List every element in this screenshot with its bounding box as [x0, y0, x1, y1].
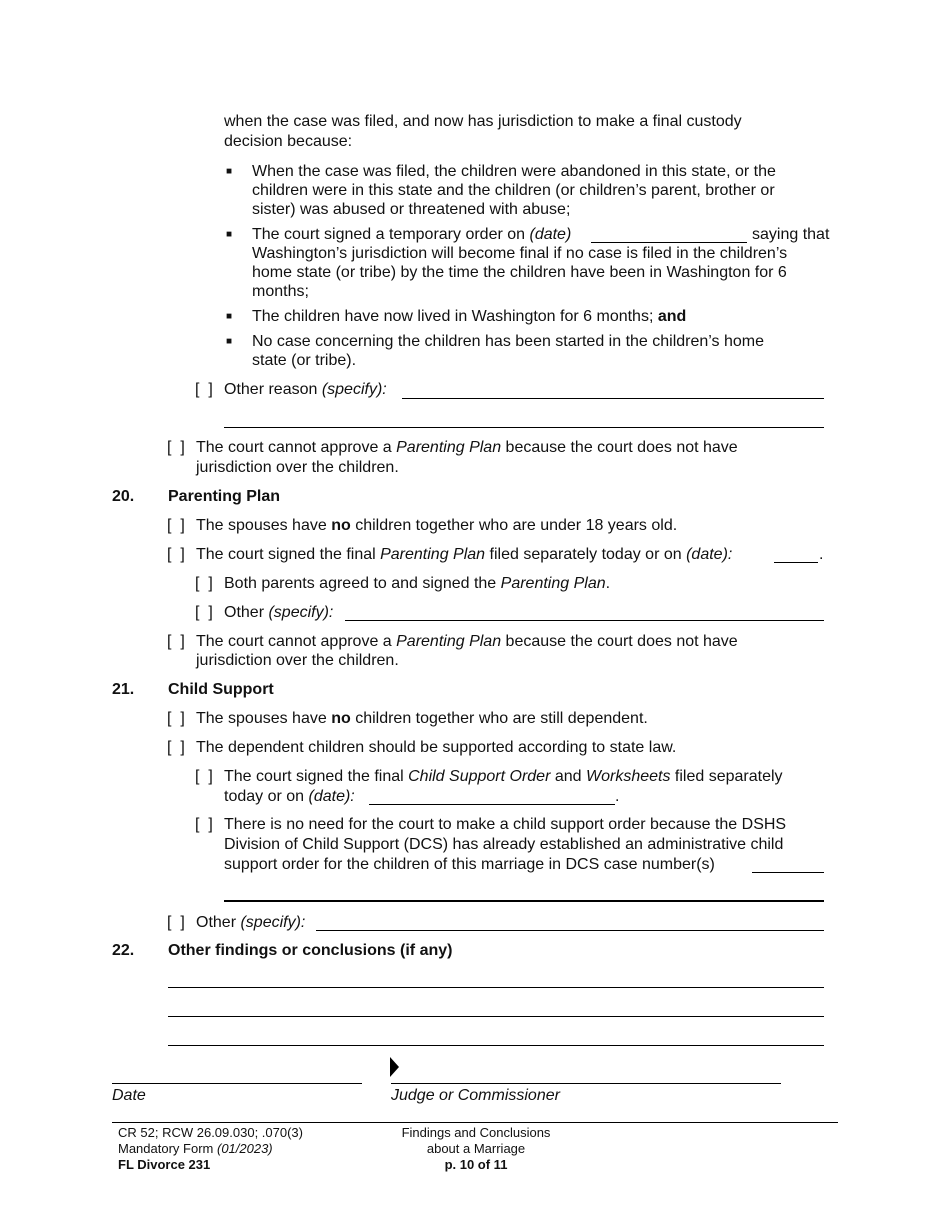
state-law-support-checkbox[interactable]: [ ]	[167, 739, 185, 756]
child-support-order-line-2	[224, 787, 355, 807]
plan-other-label	[224, 603, 333, 623]
bullet-3-and: and	[657, 308, 687, 325]
no-jurisdiction-2-line-2: jurisdiction over the children.	[196, 652, 399, 669]
intro-line-2: decision because:	[224, 133, 353, 150]
text: because the court does not have	[501, 633, 738, 650]
footer-form-id: FL Divorce 231	[118, 1157, 211, 1172]
no-children-under-18	[196, 516, 677, 536]
other-findings-field-2[interactable]	[168, 1016, 824, 1017]
text: .	[605, 575, 611, 592]
text: The spouses have	[196, 517, 332, 534]
final-parenting-plan-text	[196, 545, 732, 565]
section-21-number: 21.	[112, 681, 135, 698]
form-date: (01/2023)	[216, 1141, 273, 1156]
bullet-2-line-3: home state (or tribe) by the time the children have been in Washington for 6	[252, 264, 787, 281]
section-21-title: Child Support	[168, 681, 274, 698]
dcs-order-checkbox[interactable]: [ ]	[195, 816, 213, 833]
parenting-plan-term: Parenting Plan	[396, 439, 502, 456]
bullet-2-line-2: Washington’s jurisdiction will become final if no case is filed in the children’s	[252, 245, 788, 262]
text: because the court does not have	[501, 439, 738, 456]
plan-other-field[interactable]	[345, 620, 824, 621]
footer-left-line-1: CR 52; RCW 26.09.030; .070(3)	[118, 1125, 303, 1140]
bullet-4-line-1: No case concerning the children has been started in the children’s home	[252, 333, 765, 350]
bullet-2-line-1	[252, 225, 571, 245]
text: children together who are still dependent.	[350, 710, 648, 727]
bullet-marker: ■	[226, 166, 233, 177]
other-reason-field-2[interactable]	[224, 427, 824, 428]
judge-signature-line[interactable]	[391, 1083, 781, 1084]
no-emphasis: no	[331, 517, 351, 534]
date-label: (date):	[308, 788, 355, 805]
no-dependent-children-checkbox[interactable]: [ ]	[167, 710, 185, 727]
no-jurisdiction-2-checkbox[interactable]: [ ]	[167, 633, 185, 650]
date-label-text: Date	[112, 1087, 146, 1104]
parenting-plan-term: Parenting Plan	[500, 575, 606, 592]
dcs-order-line-1: There is no need for the court to make a child support order because the DSHS	[224, 816, 787, 833]
plan-other-checkbox[interactable]: [ ]	[195, 604, 213, 621]
temporary-order-date-field[interactable]	[591, 242, 747, 243]
date-signature-line[interactable]	[112, 1083, 362, 1084]
judge-label-text: Judge or Commissioner	[391, 1087, 560, 1104]
text: The court cannot approve a	[196, 633, 397, 650]
both-agreed-checkbox[interactable]: [ ]	[195, 575, 213, 592]
bullet-4-line-2: state (or tribe).	[252, 352, 357, 369]
no-children-checkbox[interactable]: [ ]	[167, 517, 185, 534]
dcs-case-number-field[interactable]	[752, 872, 824, 873]
footer-left-line-2	[118, 1141, 273, 1157]
both-agreed-text	[224, 574, 610, 594]
other-reason-text: Other reason	[224, 381, 322, 398]
bullet-1-line-3: sister) was abused or threatened with abuse;	[252, 201, 571, 218]
no-jurisdiction-line-1	[196, 438, 738, 458]
text: filed separately today or on	[485, 546, 687, 563]
bullet-2-line-4: months;	[252, 283, 309, 300]
no-emphasis: no	[331, 710, 351, 727]
signature-arrow-icon	[390, 1057, 400, 1077]
other-reason-checkbox[interactable]: [ ]	[195, 381, 213, 398]
text: The court signed the final	[196, 546, 381, 563]
bullet-1-line-2: children were in this state and the children (or children’s parent, brother or	[252, 182, 775, 199]
bullet-marker: ■	[226, 311, 233, 322]
bullet-1-line-1: When the case was filed, the children were abandoned in this state, or the	[252, 163, 776, 180]
support-other-field[interactable]	[316, 930, 824, 931]
bullet-marker: ■	[226, 336, 233, 347]
text: The spouses have	[196, 710, 332, 727]
final-parenting-plan-checkbox[interactable]: [ ]	[167, 546, 185, 563]
date-label: (date)	[529, 226, 572, 243]
date-label: (date):	[686, 546, 733, 563]
footer-divider	[112, 1122, 838, 1123]
child-support-order-line-1	[224, 767, 783, 787]
date-label	[112, 1086, 146, 1106]
text: Other	[224, 604, 269, 621]
footer-mid-line-1: Findings and Conclusions	[401, 1125, 551, 1140]
footer-page-number: p. 10 of 11	[444, 1157, 508, 1172]
period: .	[615, 788, 620, 805]
no-jurisdiction-2-line-1	[196, 632, 738, 652]
no-jurisdiction-checkbox[interactable]: [ ]	[167, 439, 185, 456]
period: .	[819, 546, 824, 563]
text: children together who are under 18 years old.	[350, 517, 678, 534]
section-20-number: 20.	[112, 488, 135, 505]
bullet-3	[252, 307, 686, 327]
text: Both parents agreed to and signed the	[224, 575, 501, 592]
text: Other	[196, 914, 241, 931]
other-findings-field-3[interactable]	[168, 1045, 824, 1046]
other-reason-field[interactable]	[402, 398, 824, 399]
no-jurisdiction-line-2: jurisdiction over the children.	[196, 459, 399, 476]
bullet-marker: ■	[226, 229, 233, 240]
parenting-plan-term: Parenting Plan	[380, 546, 486, 563]
text: filed separately	[670, 768, 783, 785]
state-law-support-text: The dependent children should be supported according to state law.	[196, 739, 677, 756]
text: The court signed the final	[224, 768, 409, 785]
child-support-date-field[interactable]	[369, 804, 615, 805]
footer-mid-line-2: about a Marriage	[426, 1141, 526, 1156]
specify-label: (specify):	[268, 604, 334, 621]
section-20-title: Parenting Plan	[168, 488, 281, 505]
no-dependent-children-text	[196, 709, 648, 729]
bullet-2-saying-that: saying that	[752, 226, 830, 243]
dcs-case-number-field-2[interactable]	[224, 900, 824, 902]
support-other-checkbox[interactable]: [ ]	[167, 914, 185, 931]
section-22-number: 22.	[112, 942, 135, 959]
judge-label	[391, 1086, 560, 1106]
support-other-label	[196, 913, 305, 933]
dcs-order-line-3: support order for the children of this marriage in DCS case number(s)	[224, 856, 715, 873]
specify-label: (specify):	[240, 914, 306, 931]
text: and	[550, 768, 586, 785]
section-22-title: Other findings or conclusions (if any)	[168, 942, 453, 959]
bullet-2-text: The court signed a temporary order on	[252, 226, 530, 243]
intro-line-1: when the case was filed, and now has jurisdiction to make a final custody	[224, 113, 742, 130]
text: Mandatory Form	[118, 1141, 217, 1156]
text: The court cannot approve a	[196, 439, 397, 456]
text: today or on	[224, 788, 309, 805]
other-findings-field-1[interactable]	[168, 987, 824, 988]
dcs-order-line-2: Division of Child Support (DCS) has already established an administrative child	[224, 836, 784, 853]
other-reason-label	[224, 380, 387, 400]
child-support-order-term: Child Support Order	[408, 768, 551, 785]
child-support-order-checkbox[interactable]: [ ]	[195, 768, 213, 785]
specify-label: (specify):	[321, 381, 387, 398]
worksheets-term: Worksheets	[586, 768, 671, 785]
parenting-plan-date-field[interactable]	[774, 562, 818, 563]
parenting-plan-term: Parenting Plan	[396, 633, 502, 650]
bullet-3-text: The children have now lived in Washington for 6 months;	[252, 308, 658, 325]
